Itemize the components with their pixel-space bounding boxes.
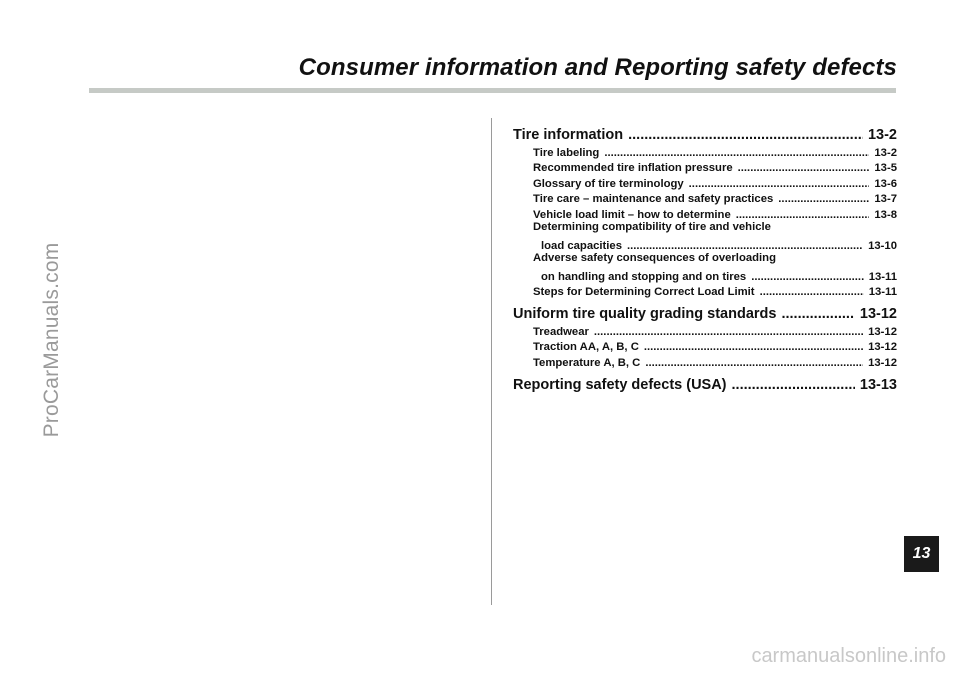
toc-item-label-line2: load capacities: [541, 239, 622, 252]
toc-item-label-line1: Adverse safety consequences of overloading: [533, 251, 776, 264]
toc-item-traction[interactable]: [513, 338, 897, 354]
chapter-number: 13: [912, 545, 931, 562]
dot-leader: [760, 286, 864, 298]
title-rule: [89, 88, 896, 93]
toc-item-vehicle-load-limit[interactable]: [513, 205, 897, 221]
toc-section-label: Reporting safety defects (USA): [513, 376, 727, 393]
toc-section-label: Uniform tire quality grading standards: [513, 306, 777, 322]
dot-leader: [689, 178, 870, 190]
toc-item-glossary[interactable]: [513, 174, 897, 190]
dot-leader: [778, 193, 869, 205]
toc-section-tire-information[interactable]: [513, 122, 897, 143]
toc-item-label: Treadwear: [533, 325, 589, 338]
toc-item-label: Steps for Determining Correct Load Limit: [533, 286, 755, 298]
chapter-tab[interactable]: [904, 536, 939, 572]
table-of-contents: [513, 122, 897, 393]
dot-leader: [594, 326, 863, 338]
toc-item-recommended-inflation[interactable]: [513, 159, 897, 175]
toc-section-label: Tire information: [513, 127, 624, 143]
toc-item-label-line2: on handling and stopping and on tires: [541, 270, 747, 283]
toc-item-treadwear[interactable]: [513, 322, 897, 338]
toc-page-number: 13-10: [868, 239, 897, 252]
dot-leader: [738, 162, 870, 174]
toc-page-number: 13-5: [874, 162, 897, 174]
toc-item-label: Vehicle load limit – how to determine: [533, 208, 731, 221]
toc-item-load-compatibility[interactable]: [513, 221, 897, 252]
dot-leader: [645, 357, 863, 369]
toc-item-label: Traction AA, A, B, C: [533, 341, 639, 353]
dot-leader: [736, 209, 870, 221]
toc-page-number: 13-2: [867, 127, 897, 143]
toc-item-label: Glossary of tire terminology: [533, 177, 684, 190]
dot-leader: [751, 271, 864, 283]
side-watermark: ProCarManuals.com: [40, 242, 63, 438]
toc-page-number: 13-12: [868, 325, 897, 338]
toc-item-tire-labeling[interactable]: [513, 143, 897, 159]
toc-item-temperature[interactable]: [513, 353, 897, 369]
toc-page-number: 13-12: [859, 306, 897, 322]
toc-page-number: 13-13: [859, 376, 897, 393]
toc-page-number: 13-11: [868, 286, 897, 298]
dot-leader: [627, 240, 863, 252]
toc-page-number: 13-11: [868, 270, 897, 283]
toc-page-number: 13-12: [868, 341, 897, 353]
toc-page-number: 13-8: [874, 208, 897, 221]
bottom-watermark: carmanualsonline.info: [751, 645, 946, 667]
toc-page-number: 13-6: [874, 177, 897, 190]
toc-section-reporting-defects[interactable]: [513, 372, 897, 393]
page-title: Consumer information and Reporting safety defects: [298, 54, 897, 81]
dot-leader: [628, 127, 863, 143]
toc-item-overloading-consequences[interactable]: [513, 252, 897, 283]
dot-leader: [732, 377, 855, 393]
dot-leader: [781, 306, 854, 322]
toc-item-label: Temperature A, B, C: [533, 356, 641, 369]
toc-item-label-line1: Determining compatibility of tire and vehicle: [533, 220, 771, 233]
toc-item-correct-load-limit[interactable]: [513, 283, 897, 299]
toc-page-number: 13-7: [874, 193, 897, 205]
column-divider: [491, 118, 492, 605]
dot-leader: [644, 341, 863, 353]
toc-item-tire-care[interactable]: [513, 190, 897, 206]
toc-page-number: 13-12: [868, 356, 897, 369]
toc-page-number: 13-2: [874, 146, 897, 159]
toc-item-label: Recommended tire inflation pressure: [533, 162, 733, 174]
toc-item-label: Tire care – maintenance and safety practices: [533, 193, 774, 205]
dot-leader: [604, 147, 869, 159]
toc-section-utqg[interactable]: [513, 301, 897, 322]
toc-item-label: Tire labeling: [533, 146, 600, 159]
